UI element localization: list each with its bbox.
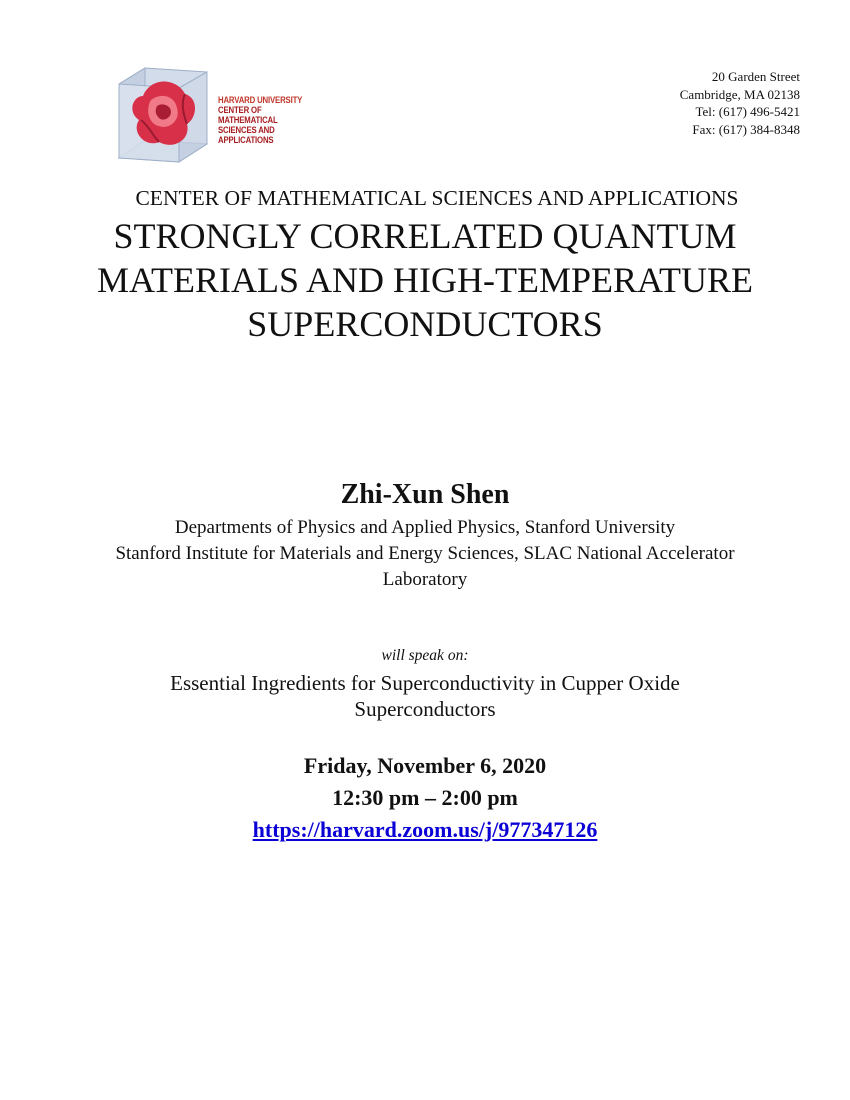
seminar-title-line: SUPERCONDUCTORS: [247, 304, 603, 344]
address-city: Cambridge, MA 02138: [679, 86, 800, 102]
logo-line-university: HARVARD UNIVERSITY: [218, 95, 303, 106]
center-name-heading: CENTER OF MATHEMATICAL SCIENCES AND APPLICATIONS: [135, 186, 739, 210]
talk-title: [0, 670, 850, 722]
cmsa-logo: [115, 66, 345, 164]
address-tel: Tel: (617) 496-5421: [695, 104, 800, 119]
logo-line-center: CENTER OF MATHEMATICAL: [218, 105, 278, 126]
affiliation-line: Departments of Physics and Applied Physics, Stanford University: [174, 517, 676, 538]
address-street: 20 Garden Street: [711, 69, 800, 84]
speaker-affiliation: [0, 515, 850, 593]
zoom-link[interactable]: https://harvard.zoom.us/j/977347126: [252, 817, 598, 842]
address-block: [680, 68, 800, 138]
cmsa-cube-icon: [115, 66, 215, 164]
affiliation-line: Stanford Institute for Materials and Energy Sciences, SLAC National Accelerator: [115, 543, 735, 564]
event-details: [0, 750, 850, 846]
will-speak-on-label: will speak on:: [381, 647, 469, 664]
speaker-name: Zhi-Xun Shen: [340, 479, 510, 510]
affiliation-line: Laboratory: [382, 569, 468, 590]
talk-title-line: Essential Ingredients for Superconductivity in Cupper Oxide: [170, 671, 680, 695]
event-date: Friday, November 6, 2020: [303, 753, 547, 778]
address-fax: Fax: (617) 384-8348: [692, 121, 800, 137]
talk-title-line: Superconductors: [354, 697, 496, 721]
logo-wordmark: [218, 96, 322, 146]
logo-line-sciences: SCIENCES AND APPLICATIONS: [218, 125, 275, 146]
event-time: 12:30 pm – 2:00 pm: [332, 785, 518, 810]
seminar-title-line: STRONGLY CORRELATED QUANTUM: [113, 216, 737, 256]
seminar-title: [0, 214, 850, 346]
seminar-title-line: MATERIALS AND HIGH-TEMPERATURE: [97, 260, 753, 300]
